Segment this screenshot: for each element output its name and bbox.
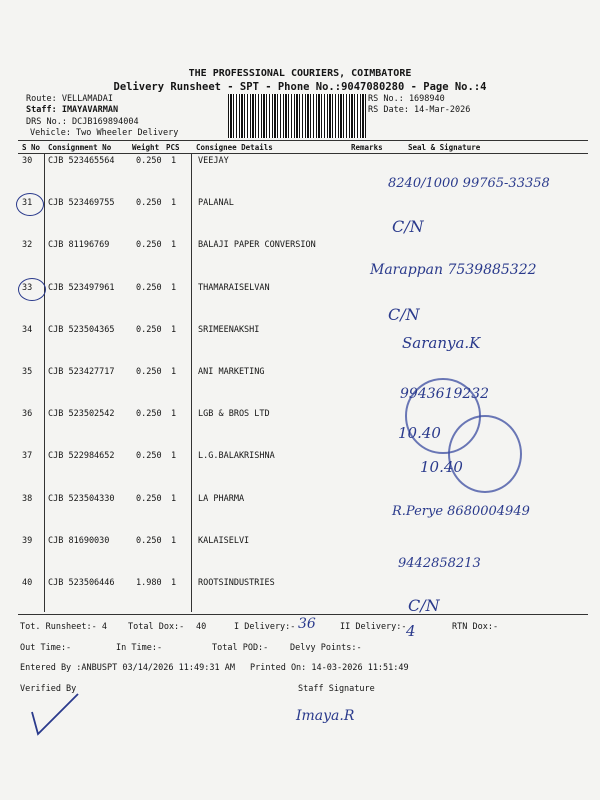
col-seal: Seal & Signature xyxy=(408,143,481,152)
cell-pcs: 1 xyxy=(171,493,177,504)
table-row xyxy=(0,578,600,592)
cell-pcs: 1 xyxy=(171,156,177,166)
rs-number: RS No.: 1698940 xyxy=(368,94,445,104)
table-row xyxy=(0,156,600,170)
cell-sno: 39 xyxy=(22,535,33,546)
ii-delivery-label: II Delivery:- xyxy=(340,622,407,632)
row-31-circle-mark xyxy=(16,193,44,216)
verified-tick-mark xyxy=(26,690,86,740)
cell-sno: 30 xyxy=(22,156,33,166)
cell-cons: CJB 523469755 xyxy=(48,198,115,209)
staff-signature-label: Staff Signature xyxy=(298,684,375,694)
cell-name: PALANAL xyxy=(198,198,234,209)
cell-weight: 0.250 xyxy=(136,198,162,209)
row-32-signature: Marappan 7539885322 xyxy=(370,262,537,278)
col-pcs: PCS xyxy=(166,143,180,152)
runsheet-subtitle: Delivery Runsheet - SPT - Phone No.:9047080280 - Page No.:4 xyxy=(113,81,487,93)
cell-sno: 31 xyxy=(22,198,33,209)
cell-name: ROOTSINDUSTRIES xyxy=(198,578,275,588)
cell-pcs: 1 xyxy=(171,324,177,335)
delvy-points-label: Delvy Points:- xyxy=(290,643,362,653)
company-seal-stamp xyxy=(448,415,522,493)
rs-date: RS Date: 14-Mar-2026 xyxy=(368,105,471,115)
verified-by-label: Verified By xyxy=(20,684,77,694)
cell-name: VEEJAY xyxy=(198,156,229,166)
cell-pcs: 1 xyxy=(171,578,177,588)
in-time-label: In Time:- xyxy=(116,643,163,653)
cell-sno: 34 xyxy=(22,324,33,335)
col-remarks: Remarks xyxy=(351,143,383,152)
ii-delivery-handwritten: 4 xyxy=(406,622,416,640)
row-33-cn-mark: C/N xyxy=(388,305,420,324)
cell-sno: 35 xyxy=(22,367,33,377)
cell-weight: 0.250 xyxy=(136,156,162,166)
table-row xyxy=(0,536,600,550)
cell-cons: CJB 523497961 xyxy=(48,282,115,293)
row-35-signature: 9943619232 xyxy=(400,386,490,402)
row-38-signature: R.Perye 8680004949 xyxy=(392,504,530,519)
cell-cons: CJB 523502542 xyxy=(48,409,115,420)
total-pod-label: Total POD:- xyxy=(212,643,269,653)
cell-weight: 0.250 xyxy=(136,535,162,546)
row-34-signature: Saranya.K xyxy=(402,334,481,352)
cell-weight: 0.250 xyxy=(136,367,162,377)
barcode-image xyxy=(228,94,366,138)
total-dox-value: 40 xyxy=(196,622,207,632)
row-37-time-mark: 10.40 xyxy=(420,458,463,476)
cell-cons: CJB 523465564 xyxy=(48,156,115,166)
table-row xyxy=(0,283,600,297)
cell-weight: 0.250 xyxy=(136,451,162,462)
table-row xyxy=(0,409,600,423)
table-top-rule xyxy=(18,140,588,141)
cell-name: SRIMEENAKSHI xyxy=(198,324,260,335)
cell-sno: 33 xyxy=(22,282,33,293)
cell-weight: 0.250 xyxy=(136,324,162,335)
cell-name: LA PHARMA xyxy=(198,493,245,504)
cell-name: BALAJI PAPER CONVERSION xyxy=(198,240,316,251)
cell-cons: CJB 81196769 xyxy=(48,240,110,251)
cell-weight: 1.980 xyxy=(136,578,162,588)
cell-name: KALAISELVI xyxy=(198,535,250,546)
cell-weight: 0.250 xyxy=(136,240,162,251)
row-30-signature: 8240/1000 99765-33358 xyxy=(388,176,550,191)
col-consignment: Consignment No xyxy=(48,143,112,152)
total-dox-label: Total Dox:- xyxy=(128,622,185,632)
table-row xyxy=(0,240,600,254)
vehicle-label: Vehicle: Two Wheeler Delivery xyxy=(30,128,179,138)
company-title: THE PROFESSIONAL COURIERS, COIMBATORE xyxy=(188,68,412,79)
tot-runsheet: Tot. Runsheet:- 4 xyxy=(20,622,107,632)
cell-pcs: 1 xyxy=(171,240,177,251)
cell-sno: 38 xyxy=(22,493,33,504)
staff-signature-handwritten: Imaya.R xyxy=(296,708,355,724)
cell-cons: CJB 523506446 xyxy=(48,578,115,588)
table-bottom-rule xyxy=(18,614,588,615)
drs-number: DRS No.: DCJB169894004 xyxy=(26,117,139,127)
row-40-cn-mark: C/N xyxy=(408,596,440,615)
cell-weight: 0.250 xyxy=(136,493,162,504)
staff-label: Staff: IMAYAVARMAN xyxy=(26,105,119,115)
cell-sno: 37 xyxy=(22,451,33,462)
i-delivery-handwritten: 36 xyxy=(298,616,316,632)
cell-cons: CJB 522984652 xyxy=(48,451,115,462)
cell-cons: CJB 81690030 xyxy=(48,535,110,546)
table-row xyxy=(0,198,600,212)
cell-sno: 40 xyxy=(22,578,33,588)
cell-pcs: 1 xyxy=(171,535,177,546)
col-sno: S No xyxy=(22,143,41,152)
cell-cons: CJB 523504330 xyxy=(48,493,115,504)
cell-weight: 0.250 xyxy=(136,282,162,293)
cell-cons: CJB 523504365 xyxy=(48,324,115,335)
rtn-dox-label: RTN Dox:- xyxy=(452,622,499,632)
cell-name: THAMARAISELVAN xyxy=(198,282,270,293)
cell-pcs: 1 xyxy=(171,367,177,377)
table-row xyxy=(0,325,600,339)
cell-pcs: 1 xyxy=(171,198,177,209)
row-39-signature: 9442858213 xyxy=(398,556,481,571)
row-31-cn-mark: C/N xyxy=(392,217,424,236)
cell-cons: CJB 523427717 xyxy=(48,367,115,377)
col-weight: Weight xyxy=(132,143,160,152)
cell-pcs: 1 xyxy=(171,409,177,420)
i-delivery-label: I Delivery:- xyxy=(234,622,296,632)
cell-sno: 32 xyxy=(22,240,33,251)
row-33-circle-mark xyxy=(18,278,46,301)
cell-name: ANI MARKETING xyxy=(198,367,265,377)
cell-weight: 0.250 xyxy=(136,409,162,420)
cell-name: L.G.BALAKRISHNA xyxy=(198,451,275,462)
cell-pcs: 1 xyxy=(171,451,177,462)
row-36-time-mark: 10.40 xyxy=(398,424,441,442)
cell-sno: 36 xyxy=(22,409,33,420)
entered-by: Entered By :ANBUSPT 03/14/2026 11:49:31 AM xyxy=(20,663,235,673)
table-header-rule xyxy=(18,153,588,154)
table-row xyxy=(0,367,600,381)
out-time-label: Out Time:- xyxy=(20,643,72,653)
cell-name: LGB & BROS LTD xyxy=(198,409,270,420)
printed-on: Printed On: 14-03-2026 11:51:49 xyxy=(250,663,409,673)
col-consignee: Consignee Details xyxy=(196,143,273,152)
route-label: Route: VELLAMADAI xyxy=(26,94,113,104)
cell-pcs: 1 xyxy=(171,282,177,293)
